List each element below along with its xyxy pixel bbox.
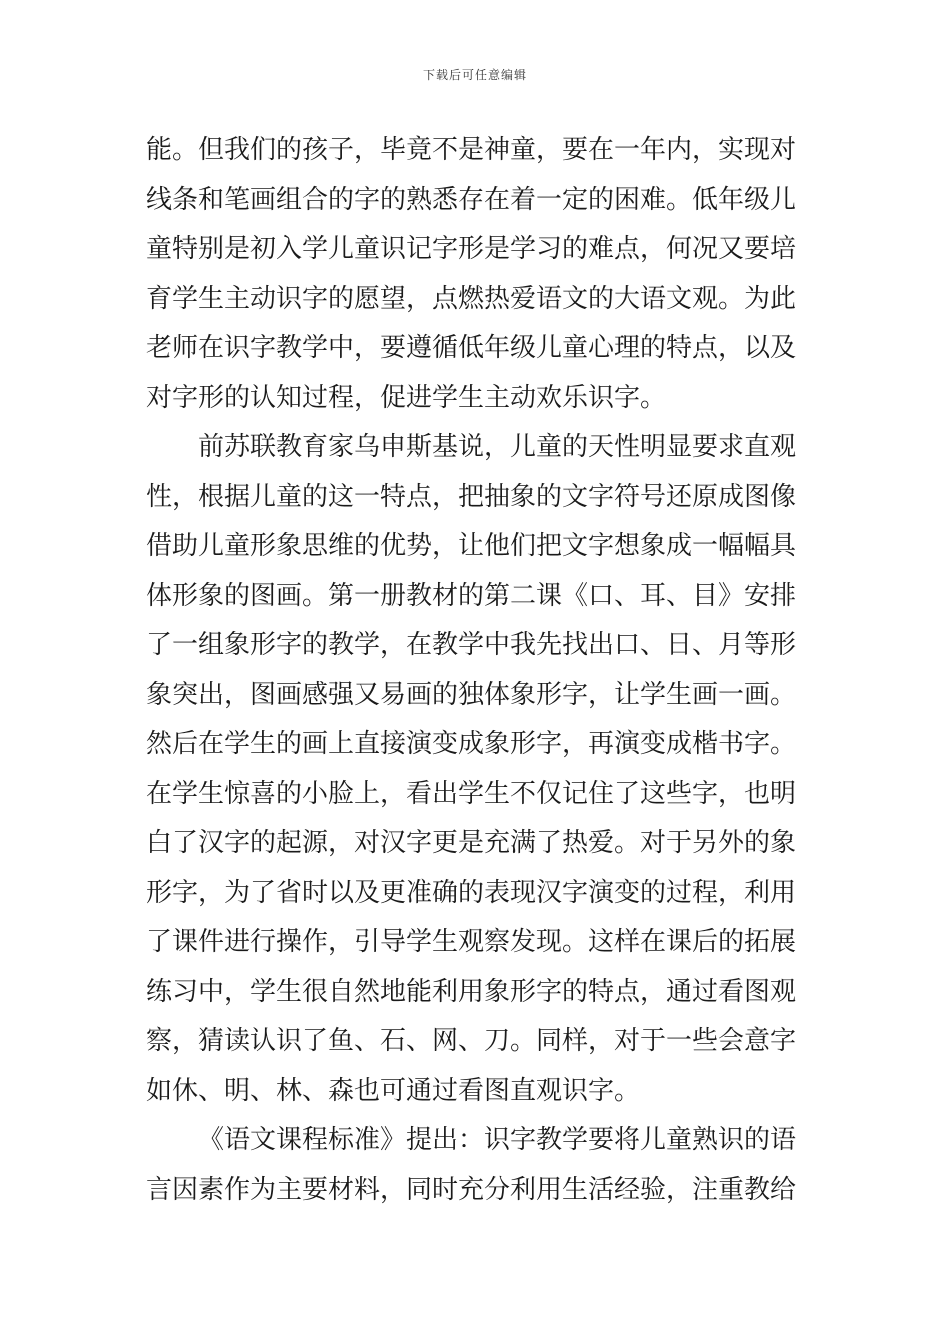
text-line: 然后在学生的画上直接演变成象形字，再演变成楷书字。 bbox=[146, 729, 797, 759]
text-line: 性，根据儿童的这一特点，把抽象的文字符号还原成图像 bbox=[146, 481, 797, 512]
text-line: 童特别是初入学儿童识记字形是学习的难点，何况又要培 bbox=[146, 234, 797, 264]
page-header: 下载后可任意编辑 bbox=[422, 68, 527, 82]
paragraph-first-line: 前苏联教育家乌申斯基说，儿童的天性明显要求直观 bbox=[198, 432, 797, 462]
text-line: 白了汉字的起源，对汉字更是充满了热爱。对于另外的象 bbox=[146, 828, 797, 858]
text-line: 能。但我们的孩子，毕竟不是神童，要在一年内，实现对 bbox=[146, 135, 797, 165]
text-line: 形字，为了省时以及更准确的表现汉字演变的过程，利用 bbox=[146, 877, 797, 908]
text-line: 了课件进行操作，引导学生观察发现。这样在课后的拓展 bbox=[146, 927, 797, 957]
text-line: 老师在识字教学中，要遵循低年级儿童心理的特点，以及 bbox=[146, 333, 797, 363]
text-line: 对字形的认知过程，促进学生主动欢乐识字。 bbox=[146, 382, 667, 413]
document-body bbox=[146, 126, 806, 1215]
text-line: 体形象的图画。第一册教材的第二课《口、耳、目》安排 bbox=[146, 580, 797, 611]
text-line: 如休、明、林、森也可通过看图直观识字。 bbox=[146, 1075, 641, 1106]
text-line: 借助儿童形象思维的优势，让他们把文字想象成一幅幅具 bbox=[146, 531, 797, 561]
text-line: 象突出，图画感强又易画的独体象形字，让学生画一画。 bbox=[146, 679, 797, 710]
text-line: 线条和笔画组合的字的熟悉存在着一定的困难。低年级儿 bbox=[146, 184, 797, 215]
text-line: 在学生惊喜的小脸上，看出学生不仅记住了这些字，也明 bbox=[146, 778, 797, 809]
text-line: 育学生主动识字的愿望，点燃热爱语文的大语文观。为此 bbox=[146, 283, 797, 314]
text-line: 了一组象形字的教学，在教学中我先找出口、日、月等形 bbox=[146, 630, 797, 660]
text-line: 察，猜读认识了鱼、石、网、刀。同样，对于一些会意字 bbox=[146, 1026, 797, 1056]
text-line: 练习中，学生很自然地能利用象形字的特点，通过看图观 bbox=[146, 976, 797, 1007]
paragraph-first-line: 《语文课程标准》提出：识字教学要将儿童熟识的语 bbox=[198, 1125, 797, 1155]
text-line: 言因素作为主要材料，同时充分利用生活经验，注重教给 bbox=[146, 1174, 797, 1205]
